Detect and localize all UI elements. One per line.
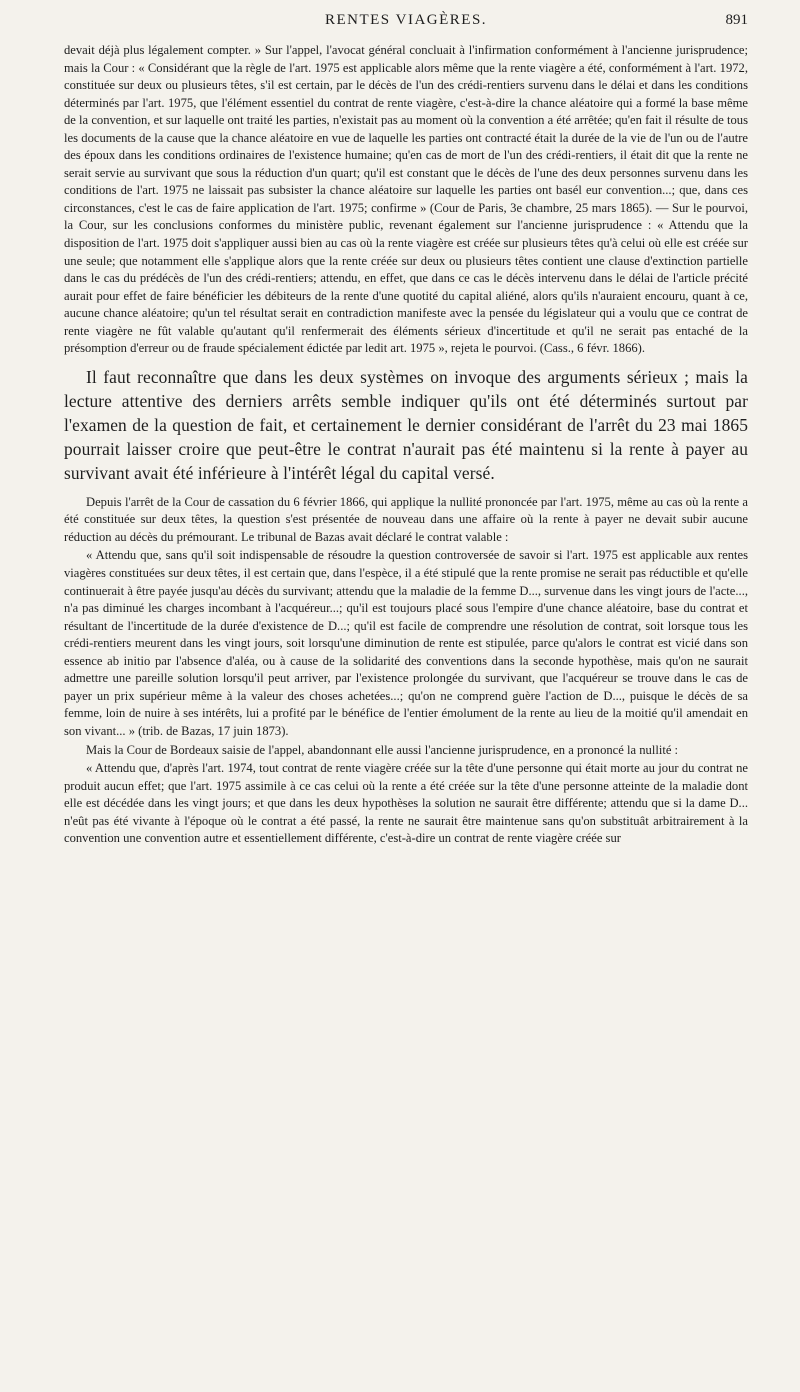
- paragraph-bordeaux-appeal: Mais la Cour de Bordeaux saisie de l'appel, abandonnant elle aussi l'ancienne jurisprudence, en a prononcé la nullité :: [86, 742, 679, 757]
- running-title: RENTES VIAGÈRES.: [324, 12, 488, 28]
- page-number: 891: [725, 12, 748, 28]
- running-header: [64, 0, 748, 40]
- paragraph-bordeaux-judgment-quote: « Attendu que, d'après l'art. 1974, tout contrat de rente viagère créée sur la tête d'une personne qui était morte au jour du contrat ne produit aucun effet; que l'art. 1975 assimile à ce cas celui où la rente a été créée sur la tête d'une personne atteinte de la maladie dont elle est décédée dans les vingt jours; et que dans les deux hypothèses la solution ne saurait être différente; attendu que si la dame D... n'eût pas été vivante à l'époque où le contrat a été passé, la rente ne saurait être maintenue sans qu'on substituât arbitrairement à la convention une convention autre et essentiellement différente, c'est-à-dire un contrat de rente viagère créée sur: [64, 761, 748, 846]
- paragraph-paris-appeal-and-cassation: devait déjà plus légalement compter. » Sur l'appel, l'avocat général concluait à l'infirmation conformément à l'ancienne jurisprudence; mais la Cour : « Considérant que la règle de l'art. 1975 est applicable alors même que la rente viagère a été, conformément à l'art. 1972, constituée sur deux ou plusieurs têtes, s'il est certain, par le décès de l'un des crédi-rentiers survenu dans le délai et dans les conditions déterminés par l'art. 1975, que l'élément essentiel du contrat de rente viagère, c'est-à-dire la chance aléatoire qui a formé la base même de la convention, et sur laquelle ont traité les parties, n'existait pas au moment où la convention a été arrêtée; qu'en fait il résulte de tous les documents de la cause que la chance aléatoire en vue de laquelle les parties ont contracté était la durée de la vie de l'un ou de l'autre des époux dans les conditions ordinaires de l'existence humaine; qu'en cas de mort de l'un des crédi-rentiers, il était dit que la rente ne serait servie au survivant que sous la réduction d'un quart; qu'il est constant que le décès de l'une des deux personnes survenu dans les conditions de l'art. 1975 ne laissait pas subsister la chance aléatoire sur laquelle les parties ont basél eur convention...; que, dans ces circonstances, c'est le cas de faire application de l'art. 1975; confirme » (Cour de Paris, 3e chambre, 25 mars 1865). — Sur le pourvoi, la Cour, sur les conclusions conformes du ministère public, revenant également sur l'ancienne jurisprudence : « Attendu que la disposition de l'art. 1975 doit s'appliquer aussi bien au cas où la rente viagère est créée sur plusieurs têtes qu'à celui où elle est créée sur une seule; que notamment elle s'applique alors que la rente créée sur deux ou plusieurs têtes contient une clause d'extinction partielle dans le cas du prédécès de l'un des crédi-rentiers; attendu, en effet, que dans ce cas le décès intervenu dans le délai de l'article précité aurait pour effet de faire bénéficier les débiteurs de la rente d'une quotité du capital aliéné, alors qu'ils n'auraient encouru, quant à ce, aucune chance aléatoire; qu'un tel résultat serait en contradiction manifeste avec la pensée du législateur qui a voulu que ce contrat de rente viagère ne fût valable qu'autant qu'il renfermerait des éléments sérieux d'incertitude et qu'il ne serait pas entaché de la présomption d'erreur ou de fraude spécialement édictée par ledit art. 1975 », rejeta le pourvoi. (Cass., 6 févr. 1866).: [64, 43, 748, 356]
- paragraph-author-commentary: Il faut reconnaître que dans les deux systèmes on invoque des arguments sérieux ; mais la lecture attentive des derniers arrêts semble indiquer qu'ils ont été déterminés surtout par l'examen de la question de fait, et certainement le dernier considérant de l'arrêt du 23 mai 1865 pourrait laisser croire que peut-être le contrat n'aurait pas été maintenu si la rente à payer au survivant avait été inférieure à l'intérêt légal du capital versé.: [64, 366, 748, 483]
- paragraph-bazas-judgment-quote: « Attendu que, sans qu'il soit indispensable de résoudre la question controversée de savoir si l'art. 1975 est applicable aux rentes viagères constituées sur deux têtes, il est certain que, dans l'espèce, il a été stipulé que la rente promise ne serait pas réductible et qu'elle continuerait à être payée jusqu'au décès du survivant; attendu que la maladie de la femme D..., survenue dans les vingt jours de l'acte..., n'a pas diminué les charges incombant à l'acquéreur...; qu'il est toujours placé sous l'empire d'une chance aléatoire, base du contrat et résultant de l'incertitude de la durée d'existence de D...; qu'il est facile de comprendre une résolution de contrat, soit lorsque tous les crédi-rentiers meurent dans les vingt jours, soit lorsqu'une diminution de rente est stipulée, parce qu'alors le contrat est vicié dans son essence ab initio par l'absence d'aléa, ou à cause de la solidarité des conventions dans la seconde hypothèse, mais qu'on ne saurait admettre une pareille solution lorsqu'il peut arriver, par l'existence prolongée du survivant, que l'acquéreur se trouve dans le cas de payer un prix supérieur même à la valeur des choses achetées...; qu'on ne comprend guère l'action de D..., puisque le décès de sa femme, loin de nuire à ses intérêts, lui a profité par le bénéfice de l'entier émolument de la rente au lieu de la moitié qu'il amendait en son vivant... » (trib. de Bazas, 17 juin 1873).: [64, 548, 748, 738]
- paragraph-bazas-case-intro: Depuis l'arrêt de la Cour de cassation du 6 février 1866, qui applique la nullité prononcée par l'art. 1975, même au cas où la rente a été constituée sur deux têtes, la question s'est présentée de nouveau dans une affaire où la rente à payer ne devait subir aucune réduction au décès du prémourant. Le tribunal de Bazas avait déclaré le contrat valable :: [64, 494, 748, 544]
